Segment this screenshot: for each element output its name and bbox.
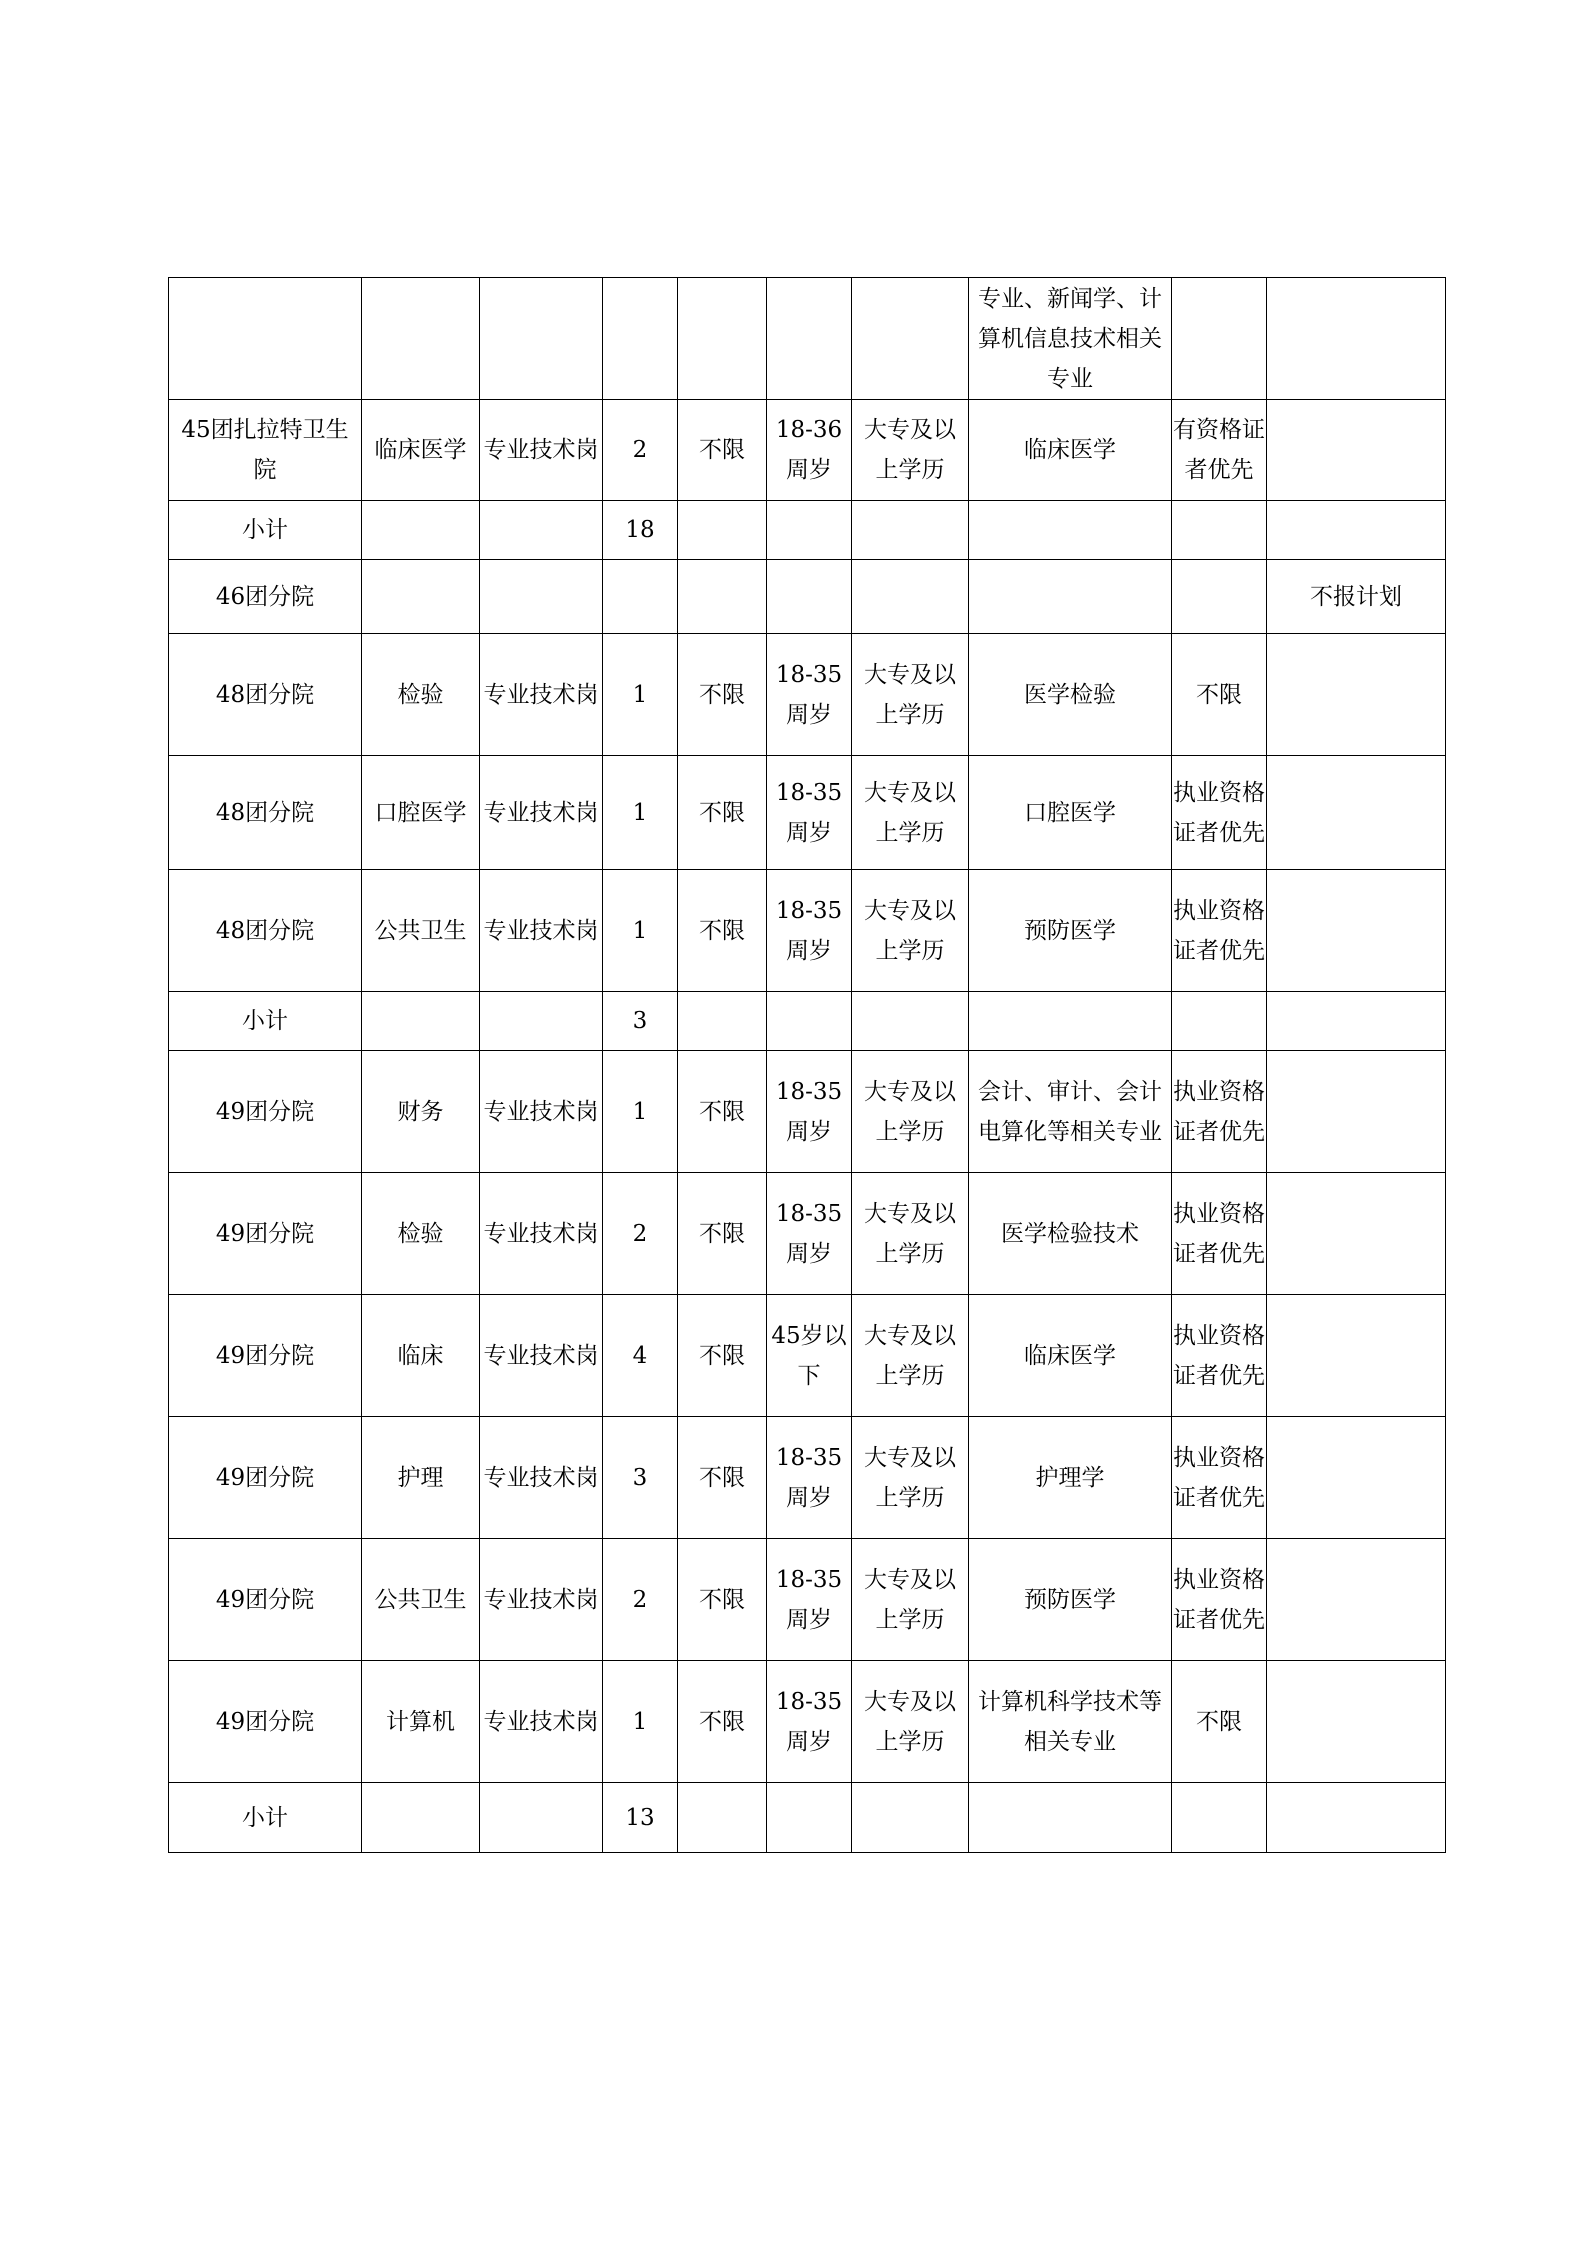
other-cell: 执业资格证者优先 (1172, 870, 1267, 992)
count-cell: 2 (603, 1173, 678, 1295)
post-cell: 公共卫生 (362, 1539, 480, 1661)
table-row (169, 634, 1446, 756)
note-cell (1267, 992, 1446, 1051)
post-cell: 财务 (362, 1051, 480, 1173)
unit-cell (169, 278, 362, 400)
ethnic-cell (678, 1783, 767, 1853)
table-row (169, 1661, 1446, 1783)
ethnic-cell: 不限 (678, 1173, 767, 1295)
count-cell (603, 560, 678, 634)
other-cell: 执业资格证者优先 (1172, 1173, 1267, 1295)
note-cell: 不报计划 (1267, 560, 1446, 634)
other-cell (1172, 560, 1267, 634)
note-cell (1267, 1051, 1446, 1173)
ethnic-cell: 不限 (678, 634, 767, 756)
post-type-cell: 专业技术岗 (480, 1051, 603, 1173)
post-cell (362, 501, 480, 560)
count-cell: 1 (603, 756, 678, 870)
education-cell (852, 560, 969, 634)
count-cell: 4 (603, 1295, 678, 1417)
unit-cell: 46团分院 (169, 560, 362, 634)
other-cell: 执业资格证者优先 (1172, 1295, 1267, 1417)
ethnic-cell: 不限 (678, 1051, 767, 1173)
post-cell: 检验 (362, 634, 480, 756)
post-cell (362, 560, 480, 634)
age-cell: 18-35周岁 (767, 756, 852, 870)
post-type-cell: 专业技术岗 (480, 634, 603, 756)
post-cell: 计算机 (362, 1661, 480, 1783)
education-cell: 大专及以上学历 (852, 756, 969, 870)
table-row (169, 560, 1446, 634)
note-cell (1267, 1539, 1446, 1661)
major-cell: 护理学 (969, 1417, 1172, 1539)
major-cell: 口腔医学 (969, 756, 1172, 870)
major-cell: 临床医学 (969, 1295, 1172, 1417)
other-cell: 执业资格证者优先 (1172, 756, 1267, 870)
table-row (169, 992, 1446, 1051)
table-row (169, 400, 1446, 501)
unit-cell: 小计 (169, 501, 362, 560)
post-type-cell: 专业技术岗 (480, 1417, 603, 1539)
education-cell: 大专及以上学历 (852, 1173, 969, 1295)
post-cell (362, 278, 480, 400)
major-cell: 专业、新闻学、计算机信息技术相关专业 (969, 278, 1172, 400)
unit-cell: 49团分院 (169, 1173, 362, 1295)
ethnic-cell (678, 992, 767, 1051)
note-cell (1267, 1173, 1446, 1295)
unit-cell: 49团分院 (169, 1417, 362, 1539)
table-row (169, 1539, 1446, 1661)
count-cell: 3 (603, 992, 678, 1051)
note-cell (1267, 400, 1446, 501)
unit-cell: 49团分院 (169, 1661, 362, 1783)
count-cell: 2 (603, 400, 678, 501)
post-cell: 临床 (362, 1295, 480, 1417)
unit-cell: 小计 (169, 1783, 362, 1853)
note-cell (1267, 501, 1446, 560)
age-cell: 18-35周岁 (767, 1661, 852, 1783)
note-cell (1267, 1661, 1446, 1783)
education-cell: 大专及以上学历 (852, 1295, 969, 1417)
unit-cell: 48团分院 (169, 756, 362, 870)
unit-cell: 49团分院 (169, 1295, 362, 1417)
table-row (169, 870, 1446, 992)
other-cell: 有资格证者优先 (1172, 400, 1267, 501)
age-cell: 18-35周岁 (767, 1173, 852, 1295)
post-type-cell: 专业技术岗 (480, 400, 603, 501)
count-cell: 1 (603, 1051, 678, 1173)
post-type-cell (480, 560, 603, 634)
count-cell: 1 (603, 870, 678, 992)
post-cell: 临床医学 (362, 400, 480, 501)
education-cell: 大专及以上学历 (852, 1051, 969, 1173)
major-cell: 计算机科学技术等相关专业 (969, 1661, 1172, 1783)
count-cell: 18 (603, 501, 678, 560)
post-type-cell: 专业技术岗 (480, 1661, 603, 1783)
age-cell (767, 560, 852, 634)
count-cell: 13 (603, 1783, 678, 1853)
other-cell: 不限 (1172, 634, 1267, 756)
major-cell: 医学检验 (969, 634, 1172, 756)
other-cell: 执业资格证者优先 (1172, 1417, 1267, 1539)
post-type-cell (480, 501, 603, 560)
note-cell (1267, 1417, 1446, 1539)
ethnic-cell: 不限 (678, 756, 767, 870)
age-cell: 18-36周岁 (767, 400, 852, 501)
post-cell: 检验 (362, 1173, 480, 1295)
other-cell (1172, 1783, 1267, 1853)
post-type-cell: 专业技术岗 (480, 1295, 603, 1417)
ethnic-cell (678, 278, 767, 400)
ethnic-cell: 不限 (678, 400, 767, 501)
ethnic-cell (678, 501, 767, 560)
age-cell: 18-35周岁 (767, 1051, 852, 1173)
table-row (169, 756, 1446, 870)
major-cell: 会计、审计、会计电算化等相关专业 (969, 1051, 1172, 1173)
post-cell: 口腔医学 (362, 756, 480, 870)
education-cell: 大专及以上学历 (852, 870, 969, 992)
ethnic-cell: 不限 (678, 1295, 767, 1417)
table-row (169, 1417, 1446, 1539)
unit-cell: 48团分院 (169, 634, 362, 756)
education-cell: 大专及以上学历 (852, 400, 969, 501)
unit-cell: 49团分院 (169, 1539, 362, 1661)
post-type-cell: 专业技术岗 (480, 1539, 603, 1661)
unit-cell: 45团扎拉特卫生院 (169, 400, 362, 501)
post-type-cell (480, 992, 603, 1051)
major-cell: 临床医学 (969, 400, 1172, 501)
note-cell (1267, 634, 1446, 756)
education-cell (852, 501, 969, 560)
table-row (169, 1051, 1446, 1173)
post-cell: 护理 (362, 1417, 480, 1539)
major-cell: 医学检验技术 (969, 1173, 1172, 1295)
age-cell (767, 501, 852, 560)
post-cell (362, 992, 480, 1051)
note-cell (1267, 278, 1446, 400)
major-cell (969, 1783, 1172, 1853)
note-cell (1267, 1783, 1446, 1853)
other-cell: 执业资格证者优先 (1172, 1539, 1267, 1661)
education-cell: 大专及以上学历 (852, 1417, 969, 1539)
age-cell (767, 1783, 852, 1853)
other-cell (1172, 501, 1267, 560)
age-cell: 18-35周岁 (767, 1539, 852, 1661)
major-cell: 预防医学 (969, 1539, 1172, 1661)
major-cell (969, 560, 1172, 634)
count-cell: 2 (603, 1539, 678, 1661)
table-row (169, 501, 1446, 560)
ethnic-cell: 不限 (678, 1539, 767, 1661)
table-row (169, 1295, 1446, 1417)
post-type-cell: 专业技术岗 (480, 870, 603, 992)
other-cell: 不限 (1172, 1661, 1267, 1783)
other-cell (1172, 992, 1267, 1051)
note-cell (1267, 1295, 1446, 1417)
unit-cell: 49团分院 (169, 1051, 362, 1173)
post-type-cell: 专业技术岗 (480, 756, 603, 870)
age-cell: 18-35周岁 (767, 634, 852, 756)
education-cell (852, 278, 969, 400)
post-type-cell (480, 1783, 603, 1853)
count-cell: 3 (603, 1417, 678, 1539)
count-cell: 1 (603, 1661, 678, 1783)
table-row (169, 1783, 1446, 1853)
post-cell: 公共卫生 (362, 870, 480, 992)
other-cell (1172, 278, 1267, 400)
age-cell: 18-35周岁 (767, 870, 852, 992)
education-cell: 大专及以上学历 (852, 634, 969, 756)
table-row (169, 278, 1446, 400)
age-cell (767, 278, 852, 400)
count-cell: 1 (603, 634, 678, 756)
ethnic-cell (678, 560, 767, 634)
education-cell (852, 992, 969, 1051)
post-cell (362, 1783, 480, 1853)
other-cell: 执业资格证者优先 (1172, 1051, 1267, 1173)
table-row (169, 1173, 1446, 1295)
ethnic-cell: 不限 (678, 1661, 767, 1783)
post-type-cell: 专业技术岗 (480, 1173, 603, 1295)
note-cell (1267, 756, 1446, 870)
post-type-cell (480, 278, 603, 400)
count-cell (603, 278, 678, 400)
unit-cell: 48团分院 (169, 870, 362, 992)
education-cell (852, 1783, 969, 1853)
age-cell: 18-35周岁 (767, 1417, 852, 1539)
age-cell: 45岁以下 (767, 1295, 852, 1417)
recruitment-table (168, 277, 1446, 1853)
ethnic-cell: 不限 (678, 870, 767, 992)
age-cell (767, 992, 852, 1051)
note-cell (1267, 870, 1446, 992)
ethnic-cell: 不限 (678, 1417, 767, 1539)
major-cell (969, 992, 1172, 1051)
major-cell (969, 501, 1172, 560)
unit-cell: 小计 (169, 992, 362, 1051)
education-cell: 大专及以上学历 (852, 1661, 969, 1783)
education-cell: 大专及以上学历 (852, 1539, 969, 1661)
major-cell: 预防医学 (969, 870, 1172, 992)
